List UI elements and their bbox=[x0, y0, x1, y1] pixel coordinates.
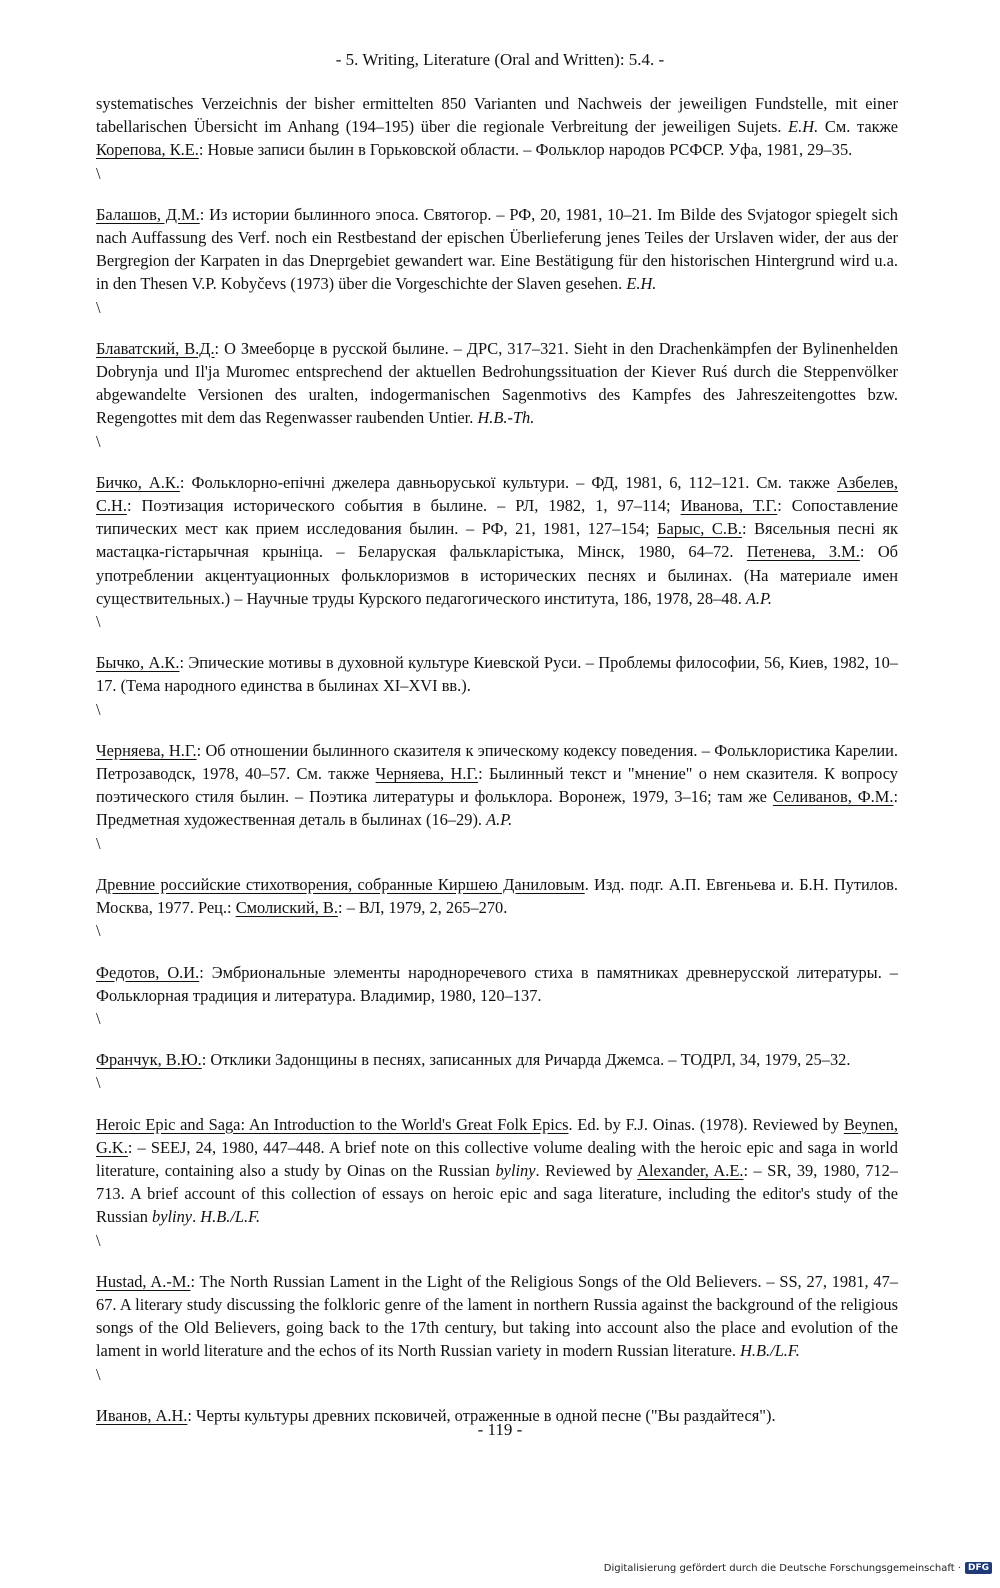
bibliography-entries bbox=[96, 92, 898, 1427]
entry-segment: : Поэтизация исторического события в былине. – РЛ, 1982, 1, 97–114; bbox=[126, 496, 681, 516]
author-name: Блаватский, В.Д. bbox=[96, 338, 215, 358]
entry-segment: : Из истории былинного эпоса. Святогор. – РФ, 20, 1981, 10–21. Im Bilde des Svjatogor spiegelt sich nach Auffassung des Verf. noch ein Restbestand der epischen Überlieferung jenes Teiles der Urslaven wider, der aus der Bergregion der Karpaten in das Dneprgebiet gewandert war. Eine Bestätigung für den historischen Hintergrund wird u.a. in den Thesen V.P. Kobyčevs (1973) über die Vorgeschichte der Slaven gesehen. bbox=[96, 204, 898, 294]
entry-text bbox=[96, 873, 898, 919]
entry-segment: : – SEEJ, 24, 1980, 447–448. A brief note on this collective volume dealing with the heroic epic and saga in world literature, containing also a study by Oinas on the Russian bbox=[96, 1137, 898, 1180]
credit-text: Digitalisierung gefördert durch die Deutsche Forschungsgemeinschaft · bbox=[603, 1562, 961, 1574]
entry-text bbox=[96, 92, 898, 162]
emphasis-text: H.B.-Th. bbox=[477, 408, 535, 428]
emphasis-text: E.H. bbox=[626, 274, 657, 294]
entry-segment: : The North Russian Lament in the Light of the Religious Songs of the Old Believers. – SS, 27, 1981, 47–67. A literary study discussing the folkloric genre of the lament in northern Russia against the background of the religious songs of the Old Believers, going back to the 17th century, but taking into account also the place and evolution of the lament in world literature and the echos of its North Russian variety in modern Russian literature. bbox=[96, 1271, 899, 1361]
bibliography-entry bbox=[96, 1113, 898, 1252]
entry-segment: : Об отношении былинного сказителя к эпическому кодексу поведения. – Фольклористика Карелии. Петрозаводск, 1978, 40–57. См. также bbox=[96, 740, 898, 784]
entry-segment: : Вясельныя песні як мастацка-гістарычная крыніца. – Беларуская фалькларістыка, Мінск, 1980, 64–72. bbox=[96, 519, 898, 562]
page-number: - 119 - bbox=[477, 1420, 523, 1439]
author-name: Корепова, К.Е. bbox=[96, 140, 199, 160]
entry-text bbox=[96, 471, 898, 610]
author-name: Бычко, А.К. bbox=[96, 653, 180, 673]
author-name: Смолиский, В. bbox=[235, 898, 338, 918]
author-name: Иванов, А.Н. bbox=[96, 1405, 188, 1425]
bibliography-entry bbox=[96, 739, 898, 855]
bibliography-entry bbox=[96, 651, 898, 721]
entry-segment: : Сопоставление типических мест как прием исследования былин. – РФ, 21, 1981, 127–154; bbox=[96, 496, 898, 539]
entry-separator: \ bbox=[96, 163, 101, 183]
emphasis-text: H.B./L.F. bbox=[740, 1341, 800, 1361]
digitization-credit bbox=[604, 1562, 992, 1574]
author-name: Beynen, G.K. bbox=[96, 1114, 899, 1157]
bibliography-entry bbox=[96, 961, 898, 1031]
author-name: Франчук, В.Ю. bbox=[96, 1050, 202, 1070]
author-name: Федотов, О.И. bbox=[96, 962, 200, 982]
entry-text bbox=[96, 961, 898, 1007]
entry-segment: : Об употреблении акцентуационных фольклоризмов в исторических песнях и былинах. (На материале имен существительных.) – Научные труды Курского педагогического института, 186, 1978, 28–48. bbox=[96, 542, 899, 608]
bibliography-entry bbox=[96, 1270, 898, 1386]
author-name: Heroic Epic and Saga: An Introduction to the World's Great Folk Epics bbox=[96, 1114, 569, 1134]
entry-segment: systematisches Verzeichnis der bisher ermittelten 850 Varianten und Nachweis der jeweiligen Fundstelle, mit einer tabellarischen Übersicht im Anhang (194–195) über die regionale Verbreitung der jeweiligen Sujets. bbox=[96, 94, 898, 137]
author-name: Hustad, A.-M. bbox=[96, 1271, 191, 1291]
entry-segment: : Эпические мотивы в духовной культуре Киевской Руси. – Проблемы философии, 56, Киев, 1982, 10–17. (Тема народного единства в былинах XI–XVI вв.). bbox=[96, 653, 899, 696]
author-name: Селиванов, Ф.М. bbox=[772, 787, 894, 807]
bibliography-entry bbox=[96, 1048, 898, 1094]
entry-segment: . Ed. by F.J. Oinas. (1978). Reviewed by bbox=[568, 1114, 844, 1134]
entry-text bbox=[96, 1270, 898, 1363]
entry-text bbox=[96, 337, 898, 430]
entry-separator: \ bbox=[96, 431, 101, 451]
entry-separator: \ bbox=[96, 833, 101, 853]
bibliography-entry bbox=[96, 92, 898, 185]
emphasis-text: A.P. bbox=[486, 810, 513, 830]
bibliography-entry bbox=[96, 203, 898, 319]
author-name: Бичко, А.К. bbox=[96, 472, 180, 492]
entry-separator: \ bbox=[96, 1008, 101, 1028]
dfg-logo: DFG bbox=[965, 1562, 992, 1574]
bibliography-entry bbox=[96, 873, 898, 943]
entry-segment: : Отклики Задонщины в песнях, записанных для Ричарда Джемса. – ТОДРЛ, 34, 1979, 25–32. bbox=[201, 1050, 851, 1070]
author-name: Азбелев, С.Н. bbox=[96, 472, 898, 516]
author-name: Древние российские стихотворения, собранные Киршею Даниловым bbox=[96, 874, 585, 894]
entry-segment: . bbox=[192, 1207, 201, 1227]
entry-separator: \ bbox=[96, 1364, 101, 1384]
author-name: Черняева, Н.Г. bbox=[96, 740, 197, 760]
bibliography-entry bbox=[96, 471, 898, 633]
entry-separator: \ bbox=[96, 612, 101, 632]
entry-separator: \ bbox=[96, 921, 101, 941]
entry-segment: : – ВЛ, 1979, 2, 265–270. bbox=[337, 898, 508, 918]
author-name: Петенева, З.М. bbox=[746, 542, 860, 562]
entry-separator: \ bbox=[96, 297, 101, 317]
author-name: Балашов, Д.М. bbox=[96, 204, 200, 224]
emphasis-text: H.B./L.F. bbox=[200, 1207, 261, 1227]
entry-segment: См. также bbox=[818, 117, 898, 137]
emphasis-text: byliny bbox=[152, 1207, 193, 1227]
entry-segment: . Изд. подг. А.П. Евгеньева и. Б.Н. Путилов. Москва, 1977. Рец.: bbox=[96, 874, 899, 918]
entry-text bbox=[96, 1113, 898, 1229]
entry-separator: \ bbox=[96, 699, 101, 719]
entry-text bbox=[96, 739, 898, 832]
author-name: Черняева, Н.Г. bbox=[375, 764, 479, 784]
running-header: - 5. Writing, Literature (Oral and Written): 5.4. - bbox=[335, 50, 665, 69]
entry-separator: \ bbox=[96, 1230, 101, 1250]
entry-segment: : Новые записи былин в Горьковской области. – Фольклор народов РСФСР. Уфа, 1981, 29–35. bbox=[198, 140, 853, 160]
entry-text bbox=[96, 1048, 898, 1071]
entry-text bbox=[96, 203, 898, 296]
author-name: Alexander, A.E. bbox=[637, 1160, 744, 1180]
author-name: Иванова, Т.Г. bbox=[680, 496, 778, 516]
entry-segment: . Reviewed by bbox=[535, 1160, 638, 1180]
entry-segment: : Предметная художественная деталь в былинах (16–29). bbox=[96, 787, 898, 830]
entry-segment: : Черты культуры древних псковичей, отраженные в одной песне ("Вы раздайтеся"). bbox=[187, 1405, 776, 1425]
entry-separator: \ bbox=[96, 1073, 101, 1093]
bibliography-entry bbox=[96, 337, 898, 453]
emphasis-text: byliny bbox=[495, 1160, 536, 1180]
entry-segment: : Былинный текст и "мнение" о нем сказителя. К вопросу поэтического стиля былин. – Поэтика литературы и фольклора. Воронеж, 1979, 3–16; там же bbox=[96, 764, 898, 807]
emphasis-text: A.P. bbox=[745, 588, 773, 608]
author-name: Барыс, С.В. bbox=[657, 519, 742, 539]
entry-segment: : Фольклорно-епічні джелера давньоруської культури. – ФД, 1981, 6, 112–121. См. также bbox=[179, 472, 837, 492]
entry-text bbox=[96, 651, 898, 697]
entry-segment: : О Змеeборце в русской былине. – ДРС, 317–321. Sieht in den Drachenkämpfen der Bylinenhelden Dobrynja und Il'ja Muromec entsprechend der aktuellen Bedrohungssituation der Kiever Ruś durch die Steppenvölker abgewandelte Versionen des uralten, indogermanischen Sagenmotivs des Kampfes des Jahreszeitengottes bzw. Regengottes mit dem das Regenwasser raubenden Untier. bbox=[96, 338, 899, 428]
emphasis-text: E.H. bbox=[788, 117, 819, 137]
entry-segment: : Эмбриональные элементы народноречевого стиха в памятниках древнерусской литературы. – Фольклорная традиция и литература. Владимир, 1980, 120–137. bbox=[96, 962, 899, 1005]
entry-segment: : – SR, 39, 1980, 712–713. A brief account of this collection of essays on heroic epic and saga literature, including the editor's study of the Russian bbox=[96, 1160, 898, 1227]
